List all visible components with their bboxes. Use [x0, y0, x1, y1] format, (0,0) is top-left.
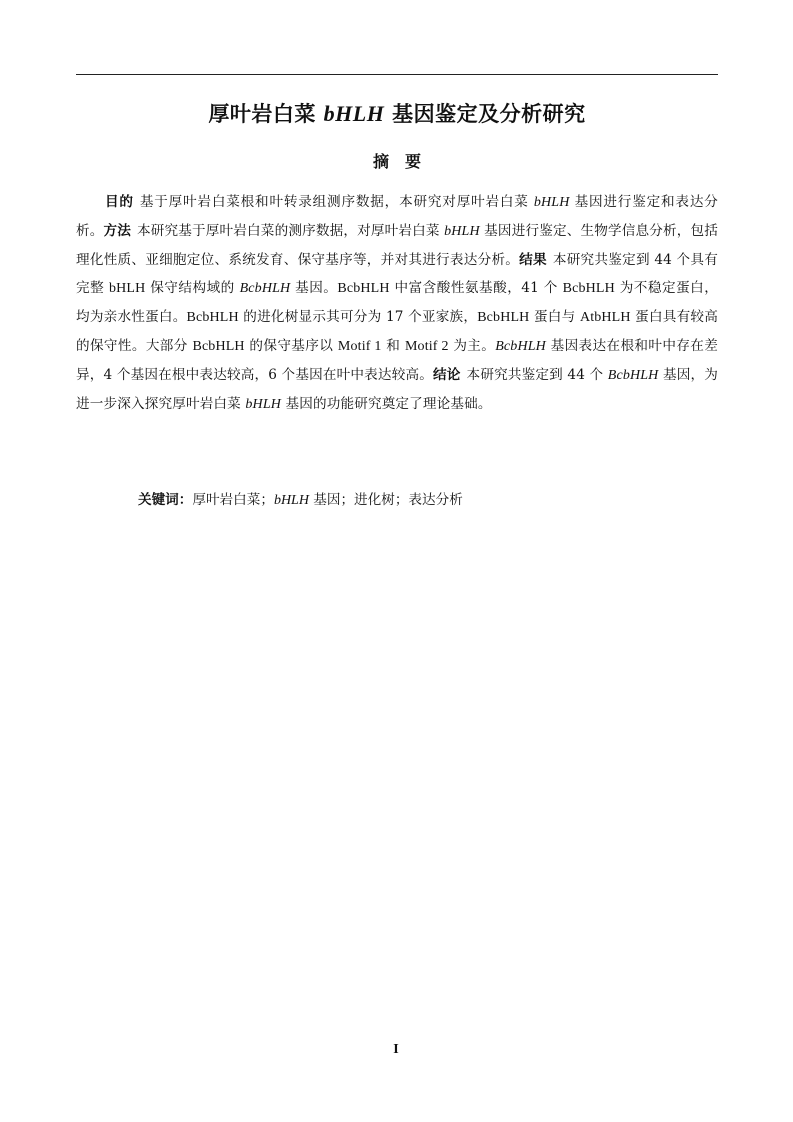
objective-text-2: 基因进行鉴定和表达分析。 — [76, 194, 718, 239]
results-bcb-5: BcbHLH — [192, 339, 245, 354]
methods-label: 方法 — [103, 223, 132, 239]
results-text-12: 基因表达在根和叶中存在差异，4 个基因在根中表达较高，6 个基因在叶中表达较高。 — [76, 338, 719, 383]
results-text-9: 的保守基序以 — [244, 338, 338, 354]
conclusion-text-2: 基因，为进一步深入探究厚叶岩白菜 — [76, 367, 718, 412]
conclusion-text-1: 本研究共鉴定到 44 个 — [466, 367, 608, 383]
page-number: I — [393, 1042, 399, 1057]
keywords-label: 关键词： — [138, 492, 193, 508]
objective-gene: bHLH — [533, 195, 570, 210]
results-text-10: 和 — [381, 338, 405, 354]
methods-text-1: 本研究基于厚叶岩白菜的测序数据，对厚叶岩白菜 — [137, 223, 445, 239]
methods-text-2: 基因进行鉴定、生物学信息分析，包括理化性质、亚细胞定位、系统发育、保守基序等，并对其进行表达分析。 — [76, 223, 718, 268]
results-text-2: 保守结构域的 — [145, 280, 240, 296]
header-rule — [76, 74, 718, 75]
results-gene-2: BcbHLH — [495, 339, 546, 354]
conclusion-label: 结论 — [433, 367, 461, 383]
title-suffix: 基因鉴定及分析研究 — [384, 102, 586, 126]
keyword-gene: bHLH — [273, 493, 309, 508]
paper-title — [76, 99, 718, 129]
results-atbhlh: AtbHLH — [579, 310, 631, 325]
methods-gene: bHLH — [444, 224, 480, 239]
results-bcb-4: BcbHLH — [477, 310, 530, 325]
results-motif-1: Motif 1 — [337, 339, 382, 354]
results-bcb-3: BcbHLH — [186, 310, 239, 325]
results-bhlh: bHLH — [109, 281, 146, 296]
abstract-heading: 摘要 — [372, 152, 437, 171]
results-text-7: 蛋白与 — [529, 309, 580, 325]
results-bcb-2: BcbHLH — [562, 281, 615, 296]
results-text-8: 蛋白具有较高的保守性。大部分 — [76, 309, 718, 354]
objective-label: 目的 — [105, 194, 134, 210]
results-text-5: 为不稳定蛋白，均为亲水性蛋白。 — [76, 280, 719, 325]
results-text-3: 基因。 — [290, 280, 338, 296]
title-gene-name: bHLH — [323, 101, 385, 126]
keywords-line — [138, 486, 718, 515]
results-motif-2: Motif 2 — [404, 339, 449, 354]
conclusion-text-3: 基因的功能研究奠定了理论基础。 — [281, 396, 492, 412]
results-gene: BcbHLH — [239, 281, 291, 296]
conclusion-gene-2: bHLH — [245, 397, 282, 412]
conclusion-gene: BcbHLH — [607, 368, 659, 383]
objective-text-1: 基于厚叶岩白菜根和叶转录组测序数据，本研究对厚叶岩白菜 — [139, 194, 534, 210]
results-bcb-1: BcbHLH — [337, 281, 390, 296]
results-text-11: 为主。 — [448, 338, 496, 354]
abstract-body — [76, 188, 718, 419]
results-label: 结果 — [519, 252, 547, 268]
results-text-4: 中富含酸性氨基酸，41 个 — [389, 280, 563, 296]
results-text-1: 本研究共鉴定到 44 个具有完整 — [76, 252, 718, 296]
results-text-6: 的进化树显示其可分为 17 个亚家族， — [238, 309, 478, 325]
keyword-rest: 基因；进化树；表达分析 — [308, 492, 463, 508]
keyword-1: 厚叶岩白菜； — [192, 492, 274, 508]
title-prefix: 厚叶岩白菜 — [208, 102, 324, 126]
